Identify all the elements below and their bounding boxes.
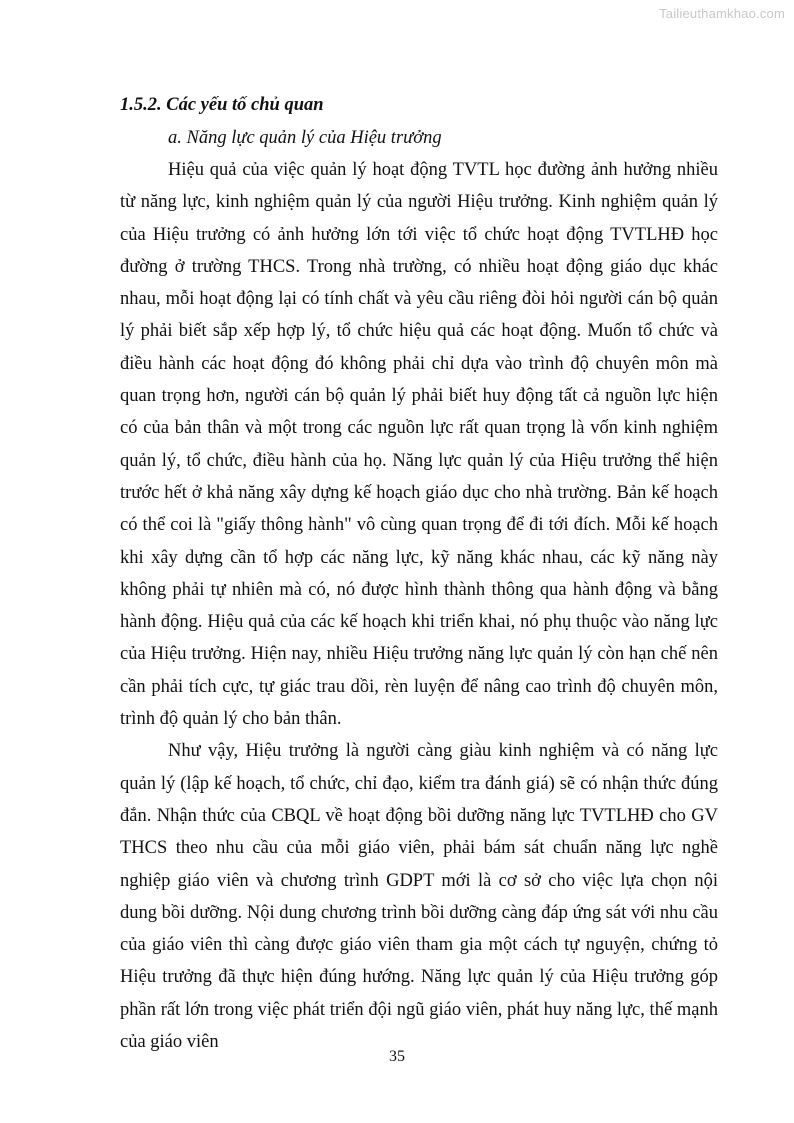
watermark: Tailieuthamkhao.com <box>659 6 785 21</box>
paragraph-1: Hiệu quả của việc quản lý hoạt động TVTL học đường ảnh hưởng nhiều từ năng lực, kinh nghiệm quản lý của người Hiệu trưởng. Kinh nghiệm quản lý của Hiệu trưởng có ảnh hưởng lớn tới việc tổ chức hoạt động TVTLHĐ học đường ở trường THCS. Trong nhà trường, có nhiều hoạt động giáo dục khác nhau, mỗi hoạt động lại có tính chất và yêu cầu riêng đòi hỏi người cán bộ quản lý phải biết sắp xếp hợp lý, tổ chức hiệu quả các hoạt động. Muốn tổ chức và điều hành các hoạt động đó không phải chỉ dựa vào trình độ chuyên môn mà quan trọng hơn, người cán bộ quản lý phải biết huy động tất cả nguồn lực hiện có của bản thân và một trong các nguồn lực rất quan trọng là vốn kinh nghiệm quản lý, tổ chức, điều hành của họ. Năng lực quản lý của Hiệu trưởng thể hiện trước hết ở khả năng xây dựng kế hoạch giáo dục cho nhà trường. Bản kế hoạch có thể coi là "giấy thông hành" vô cùng quan trọng để đi tới đích. Mỗi kế hoạch khi xây dựng cần tổ hợp các năng lực, kỹ năng khác nhau, các kỹ năng này không phải tự nhiên mà có, nó được hình thành thông qua hành động và bằng hành động. Hiệu quả của các kế hoạch khi triển khai, nó phụ thuộc vào năng lực của Hiệu trưởng. Hiện nay, nhiều Hiệu trưởng năng lực quản lý còn hạn chế nên cần phải tích cực, tự giác trau dồi, rèn luyện để nâng cao trình độ chuyên môn, trình độ quản lý cho bản thân. <box>120 160 718 730</box>
document-body <box>120 89 718 1058</box>
paragraph-2: Như vậy, Hiệu trưởng là người càng giàu kinh nghiệm và có năng lực quản lý (lập kế hoạch, tổ chức, chỉ đạo, kiểm tra đánh giá) sẽ có nhận thức đúng đắn. Nhận thức của CBQL về hoạt động bồi dưỡng năng lực TVTLHĐ cho GV THCS theo nhu cầu của mỗi giáo viên, phải bám sát chuẩn năng lực nghề nghiệp giáo viên và chương trình GDPT mới là cơ sở cho việc lựa chọn nội dung bồi dưỡng. Nội dung chương trình bồi dưỡng càng đáp ứng sát với nhu cầu của giáo viên thì càng được giáo viên tham gia một cách tự nguyện, chứng tỏ Hiệu trưởng đã thực hiện đúng hướng. Năng lực quản lý của Hiệu trưởng góp phần rất lớn trong việc phát triển đội ngũ giáo viên, phát huy năng lực, thế mạnh của giáo viên <box>120 741 718 1053</box>
section-heading: 1.5.2. Các yếu tố chủ quan <box>120 95 324 115</box>
page-number: 35 <box>389 1048 405 1065</box>
section-subheading: a. Năng lực quản lý của Hiệu trưởng <box>168 127 442 148</box>
